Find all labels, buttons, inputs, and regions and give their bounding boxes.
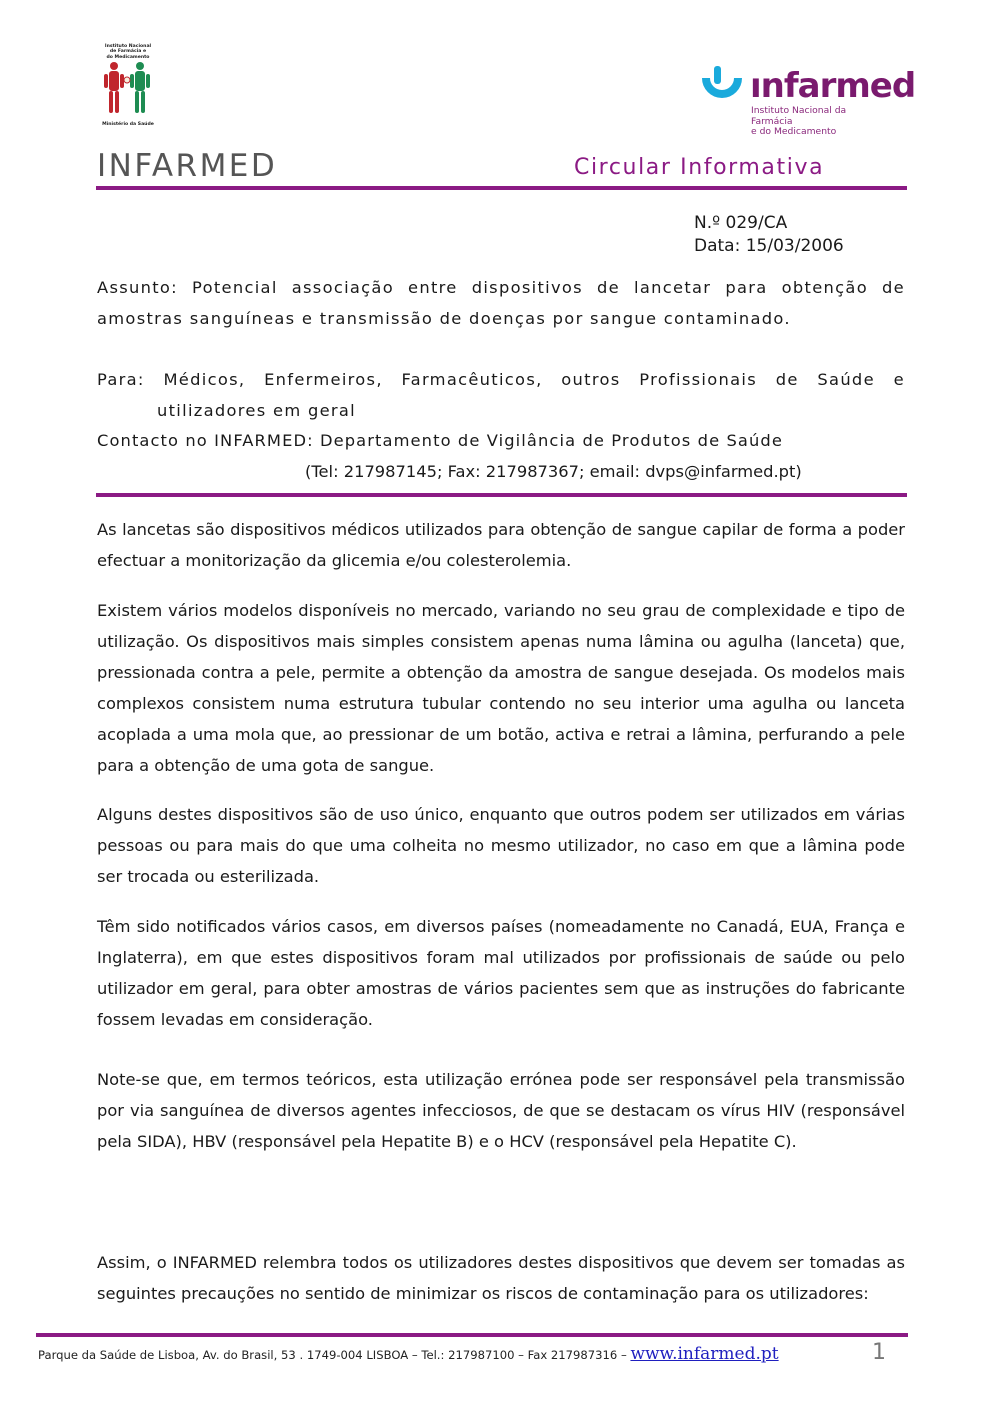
recipients-word: outros bbox=[561, 370, 621, 389]
paragraph-4: Têm sido notificados vários casos, em diversos países (nomeadamente no Canadá, EUA, França e Inglaterra), em que estes dispositivos foram mal utilizados por profissionais de saúde ou pelo utilizador em geral, para obter amostras de vários pacientes sem que as instruções do fabricante fossem levadas em consideração. bbox=[97, 917, 905, 1029]
paragraph-5: Note-se que, em termos teóricos, esta utilização errónea pode ser responsável pela transmissão por via sanguínea de diversos agentes infecciosos, de que se destacam os vírus HIV (responsável pela SIDA), HBV (responsável pela Hepatite B) e o HCV (responsável pela Hepatite C). bbox=[97, 1070, 905, 1151]
header-divider bbox=[96, 186, 907, 190]
brand-subtitle-line1: Instituto Nacional da Farmácia bbox=[751, 105, 847, 127]
recipients-line2: utilizadores em geral bbox=[157, 401, 356, 420]
infarmed-logo bbox=[700, 64, 916, 137]
recipients-word: Saúde bbox=[817, 370, 875, 389]
paragraph-2: Existem vários modelos disponíveis no mercado, variando no seu grau de complexidade e tipo de utilização. Os dispositivos mais simples consistem apenas numa lâmina ou agulha (lanceta) que, pressionada contra a pele, permite a obtenção da amostra de sangue desejada. Os modelos mais complexos consistem numa estrutura tubular contendo no seu interior uma agulha ou lanceta acoplada a uma mola que, ao pressionar de um botão, activa e retrai a lâmina, perfurando a pele para a obtenção de uma gota de sangue. bbox=[97, 601, 905, 775]
contact-divider bbox=[96, 493, 907, 497]
logo-bottom-text: Ministério da Saúde bbox=[102, 122, 154, 128]
logo-text-line2: de Farmácia e bbox=[109, 49, 147, 55]
paragraph-1: As lancetas são dispositivos médicos utilizados para obtenção de sangue capilar de forma a poder efectuar a monitorização da glicemia e/ou colesterolemia. bbox=[97, 520, 905, 570]
brand-subtitle-line2: e do Medicamento bbox=[751, 126, 837, 137]
logo-text-line3: do Medicamento bbox=[106, 54, 150, 60]
recipients-word: Médicos, bbox=[163, 370, 246, 389]
document-meta bbox=[694, 212, 844, 258]
recipients-word: Farmacêuticos, bbox=[401, 370, 543, 389]
paragraph-3: Alguns destes dispositivos são de uso único, enquanto que outros podem ser utilizados em várias pessoas ou para mais do que uma colheita no mesmo utilizador, no caso em que a lâmina pode ser trocada ou esterilizada. bbox=[97, 805, 905, 886]
figures-icon bbox=[96, 60, 160, 118]
document-type: Circular Informativa bbox=[574, 155, 825, 180]
paragraph-6: Assim, o INFARMED relembra todos os utilizadores destes dispositivos que devem ser tomadas as seguintes precauções no sentido de minimizar os riscos de contaminação para os utilizadores: bbox=[97, 1253, 905, 1303]
page-number: 1 bbox=[872, 1340, 886, 1365]
brand-subtitle bbox=[751, 106, 880, 138]
recipients-word: de bbox=[775, 370, 799, 389]
recipients-word: Enfermeiros, bbox=[264, 370, 383, 389]
drop-icon bbox=[700, 64, 746, 110]
footer-divider bbox=[36, 1333, 908, 1337]
contact-details: (Tel: 217987145; Fax: 217987367; email: dvps@infarmed.pt) bbox=[305, 462, 802, 481]
ministry-logo bbox=[96, 44, 160, 136]
page-title: INFARMED bbox=[97, 148, 278, 184]
footer bbox=[38, 1344, 779, 1364]
contact-line: Contacto no INFARMED: Departamento de Vigilância de Produtos de Saúde bbox=[97, 431, 783, 450]
brand-name: ınfarmed bbox=[750, 66, 916, 106]
subject: Assunto: Potencial associação entre dispositivos de lancetar para obtenção de amostras sanguíneas e transmissão de doenças por sangue contaminado. bbox=[97, 278, 905, 328]
document-date: Data: 15/03/2006 bbox=[694, 236, 844, 256]
footer-address: Parque da Saúde de Lisboa, Av. do Brasil, 53 . 1749-004 LISBOA – Tel.: 217987100 – Fax 217987316 – bbox=[38, 1348, 631, 1362]
recipients bbox=[97, 364, 905, 426]
recipients-word: Profissionais bbox=[639, 370, 758, 389]
logo-text-line1: Instituto Nacional bbox=[104, 44, 152, 49]
recipients-label: Para: bbox=[97, 370, 145, 389]
recipients-word: e bbox=[893, 370, 905, 389]
document-number: N.º 029/CA bbox=[694, 213, 788, 233]
footer-website-link[interactable]: www.infarmed.pt bbox=[630, 1344, 779, 1364]
